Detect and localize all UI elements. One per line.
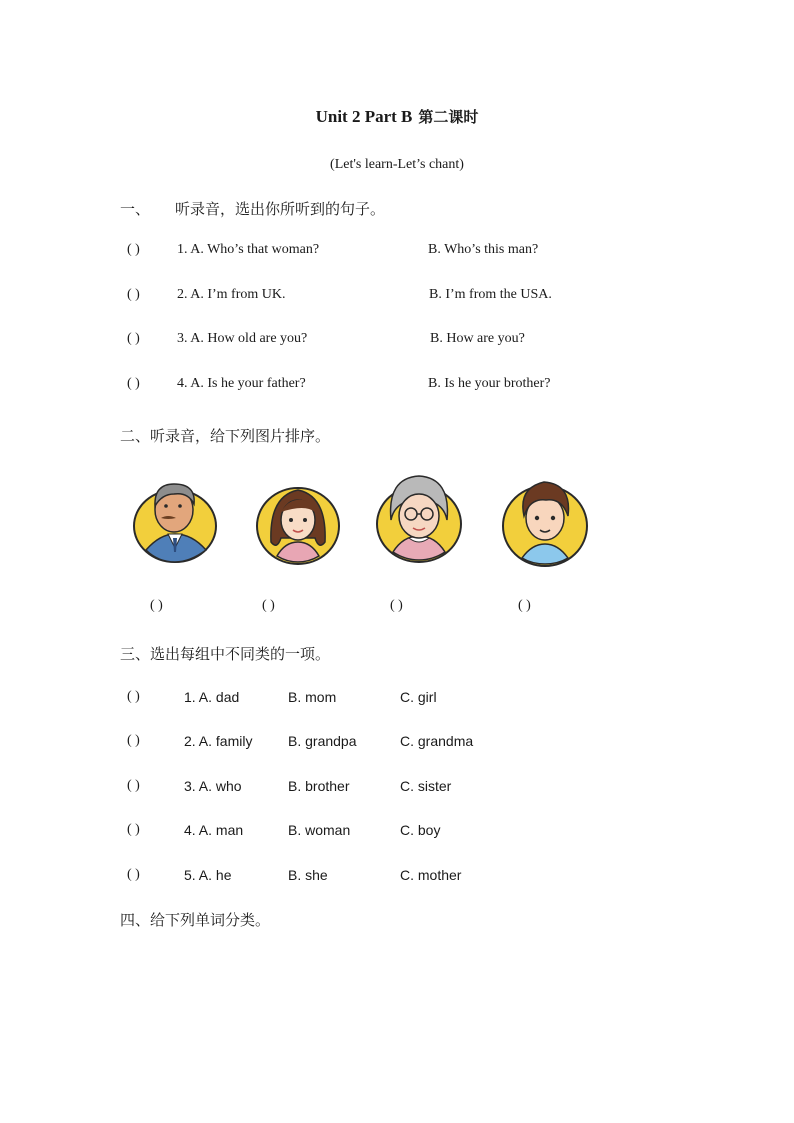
picture-answer-paren[interactable]: ( ) [390, 598, 403, 613]
section1-number: 一、 [120, 200, 151, 218]
section1-heading: 听录音，选出你所听到的句子。 [175, 200, 386, 218]
option-c: C. grandma [400, 733, 474, 749]
answer-paren[interactable]: ( ) [127, 689, 140, 704]
answer-paren[interactable]: ( ) [127, 331, 140, 346]
option-c: C. mother [400, 867, 462, 883]
page-subtitle: (Let's learn-Let’s chant) [330, 157, 464, 172]
picture-answer-paren[interactable]: ( ) [518, 598, 531, 613]
title-chinese: 第二课时 [418, 108, 479, 126]
option-b: B. mom [288, 689, 337, 705]
option-b: B. brother [288, 778, 350, 794]
option-b: B. woman [288, 822, 351, 838]
option-a: 2. A. family [184, 733, 253, 749]
option-a: 2. A. I’m from UK. [177, 287, 286, 302]
answer-paren[interactable]: ( ) [127, 778, 140, 793]
option-b: B. Is he your brother? [428, 376, 551, 391]
answer-paren[interactable]: ( ) [127, 287, 140, 302]
picture-answer-paren[interactable]: ( ) [150, 598, 163, 613]
grandpa-portrait-icon [130, 470, 220, 570]
option-b: B. Who’s this man? [428, 242, 539, 257]
answer-paren[interactable]: ( ) [127, 867, 140, 882]
option-c: C. boy [400, 822, 441, 838]
section4-heading: 四、给下列单词分类。 [120, 911, 271, 929]
picture-answer-paren[interactable]: ( ) [262, 598, 275, 613]
option-b: B. grandpa [288, 733, 357, 749]
option-a: 1. A. dad [184, 689, 240, 705]
option-c: C. sister [400, 778, 452, 794]
option-b: B. she [288, 867, 328, 883]
answer-paren[interactable]: ( ) [127, 822, 140, 837]
option-a: 1. A. Who’s that woman? [177, 242, 320, 257]
option-a: 3. A. who [184, 778, 242, 794]
option-a: 4. A. Is he your father? [177, 376, 306, 391]
grandma-portrait-icon [373, 466, 463, 566]
option-a: 3. A. How old are you? [177, 331, 308, 346]
option-c: C. girl [400, 689, 437, 705]
section2-heading: 二、听录音，给下列图片排序。 [120, 427, 331, 445]
option-b: B. How are you? [430, 331, 525, 346]
boy-portrait-icon [500, 470, 590, 570]
answer-paren[interactable]: ( ) [127, 242, 140, 257]
answer-paren[interactable]: ( ) [127, 733, 140, 748]
page-title [0, 106, 794, 127]
answer-paren[interactable]: ( ) [127, 376, 140, 391]
title-english: Unit 2 Part B [315, 107, 413, 126]
girl-portrait-icon [253, 470, 343, 570]
option-a: 5. A. he [184, 867, 232, 883]
option-b: B. I’m from the USA. [429, 287, 552, 302]
option-a: 4. A. man [184, 822, 244, 838]
section3-heading: 三、选出每组中不同类的一项。 [120, 645, 331, 663]
